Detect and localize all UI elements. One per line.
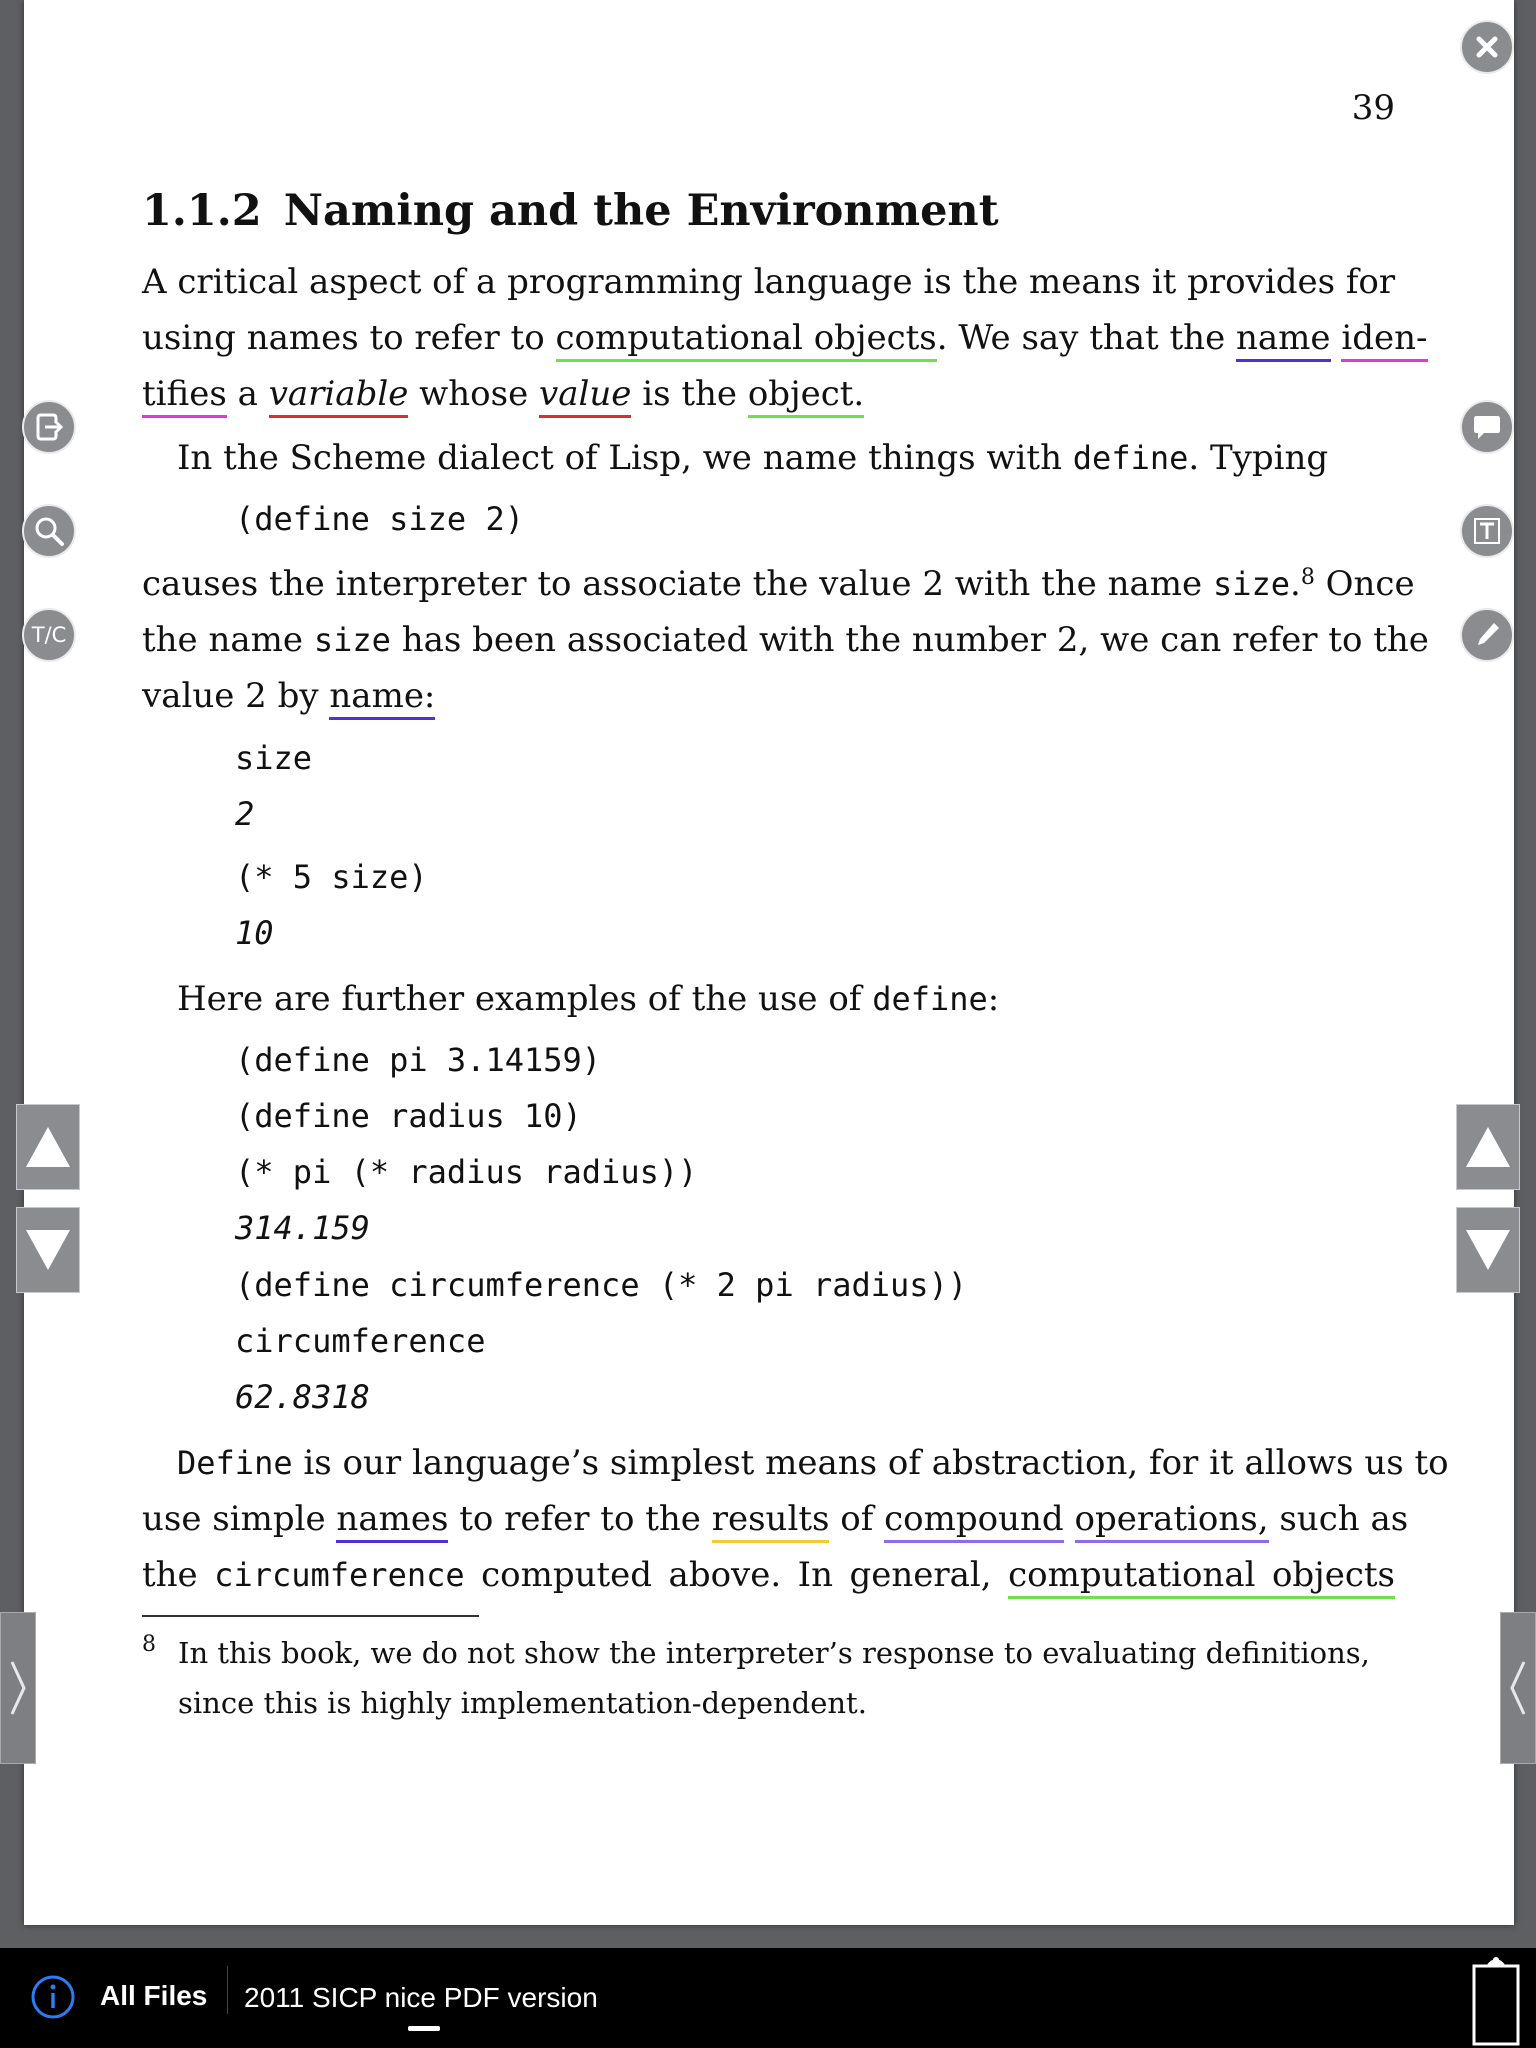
page-up-button-right[interactable] bbox=[1456, 1104, 1520, 1190]
paragraph-2 bbox=[142, 430, 1395, 486]
footnote bbox=[142, 1628, 1395, 1728]
code-line: (define radius 10) bbox=[235, 1097, 582, 1135]
highlight-name[interactable]: name bbox=[1236, 318, 1331, 362]
highlight-variable[interactable]: variable bbox=[269, 374, 409, 418]
text-line: value 2 by name: bbox=[142, 668, 1395, 724]
code-line: (define size 2) bbox=[235, 500, 524, 538]
code-line: (* 5 size) bbox=[235, 858, 428, 896]
search-icon bbox=[33, 515, 65, 547]
code-output: 10 bbox=[235, 914, 274, 952]
highlight-computational-objects[interactable]: computational objects bbox=[1008, 1555, 1395, 1599]
pen-annotation-button[interactable] bbox=[1460, 608, 1514, 662]
next-page-tab[interactable] bbox=[1500, 1612, 1536, 1764]
highlight-identifies[interactable]: tifies bbox=[142, 374, 227, 418]
clipboard-icon[interactable] bbox=[1470, 1954, 1522, 2046]
speech-bubble-icon bbox=[1472, 413, 1502, 441]
comment-button[interactable] bbox=[1460, 400, 1514, 454]
paragraph-4 bbox=[142, 971, 1395, 1027]
toolbar-divider bbox=[227, 1966, 228, 2014]
text-line: use simple names to refer to the results of compound operations, such as bbox=[142, 1491, 1395, 1547]
document-title: 2011 SICP nice PDF version bbox=[244, 1982, 598, 2013]
page-down-button-left[interactable] bbox=[16, 1207, 80, 1293]
toolbar-handle[interactable] bbox=[408, 2026, 440, 2031]
table-of-contents-button[interactable] bbox=[22, 608, 76, 662]
info-icon[interactable] bbox=[30, 1974, 76, 2020]
footnote-text: In this book, we do not show the interpreter’s response to evaluating definitions, bbox=[178, 1636, 1370, 1670]
text-line: Define is our language’s simplest means of abstraction, for it allows us to bbox=[177, 1443, 1449, 1483]
bottom-toolbar bbox=[0, 1948, 1536, 2048]
tc-label: T/C bbox=[31, 623, 67, 647]
all-files-button[interactable]: All Files bbox=[100, 1980, 208, 2011]
text-line: causes the interpreter to associate the value 2 with the name size.$^8$ Once bbox=[142, 564, 1415, 604]
code-output: 2 bbox=[235, 795, 255, 833]
footnote-divider bbox=[142, 1615, 479, 1617]
highlight-operations[interactable]: operations, bbox=[1075, 1499, 1269, 1543]
triangle-up-icon bbox=[24, 1123, 72, 1171]
paragraph-1 bbox=[142, 254, 1428, 422]
footnote-text: since this is highly implementation-dependent. bbox=[178, 1686, 867, 1720]
highlight-object[interactable]: object. bbox=[748, 374, 864, 418]
code-output: 62.8318 bbox=[235, 1378, 370, 1416]
code-line: (define circumference (* 2 pi radius)) bbox=[235, 1266, 968, 1304]
text-line: In the Scheme dialect of Lisp, we name things with define. Typing bbox=[177, 438, 1329, 478]
paragraph-5 bbox=[142, 1435, 1449, 1603]
page-up-button-left[interactable] bbox=[16, 1104, 80, 1190]
highlight-value[interactable]: value bbox=[539, 374, 631, 418]
section-title bbox=[142, 186, 999, 236]
close-button[interactable] bbox=[1460, 20, 1514, 74]
previous-page-tab[interactable] bbox=[0, 1612, 36, 1764]
export-icon bbox=[34, 412, 64, 442]
section-title-text: Naming and the Environment bbox=[283, 186, 999, 236]
highlight-results[interactable]: results bbox=[712, 1499, 830, 1543]
code-line: circumference bbox=[235, 1322, 486, 1360]
triangle-down-icon bbox=[24, 1226, 72, 1274]
export-button[interactable] bbox=[22, 400, 76, 454]
highlight-names[interactable]: names bbox=[336, 1499, 448, 1543]
text-line: the name size has been associated with the number 2, we can refer to the bbox=[142, 620, 1429, 660]
text-line: tifies a variable whose value is the object. bbox=[142, 366, 1395, 422]
code-line: (define pi 3.14159) bbox=[235, 1041, 602, 1079]
triangle-down-icon bbox=[1464, 1226, 1512, 1274]
footnote-number: 8 bbox=[142, 1632, 156, 1657]
text-line: Here are further examples of the use of define: bbox=[177, 979, 1000, 1019]
text-line: A critical aspect of a programming language is the means it provides for bbox=[142, 262, 1396, 302]
highlight-identifies[interactable]: iden- bbox=[1341, 318, 1427, 362]
chevron-left-icon bbox=[1508, 1658, 1528, 1718]
close-icon bbox=[1472, 32, 1502, 62]
highlight-compound[interactable]: compound bbox=[884, 1499, 1064, 1543]
text-tool-icon bbox=[1472, 516, 1502, 546]
pen-icon bbox=[1472, 620, 1502, 650]
text-line: using names to refer to computational objects. We say that the name iden- bbox=[142, 310, 1395, 366]
text-annotation-button[interactable] bbox=[1460, 504, 1514, 558]
highlight-computational-objects[interactable]: computational objects bbox=[556, 318, 937, 362]
paragraph-3 bbox=[142, 556, 1429, 724]
triangle-up-icon bbox=[1464, 1123, 1512, 1171]
pdf-page bbox=[24, 0, 1514, 1925]
footnote-ref[interactable]: 8 bbox=[1300, 565, 1315, 590]
section-number: 1.1.2 bbox=[142, 186, 262, 236]
search-button[interactable] bbox=[22, 504, 76, 558]
code-output: 314.159 bbox=[235, 1209, 370, 1247]
code-line: (* pi (* radius radius)) bbox=[235, 1153, 698, 1191]
page-down-button-right[interactable] bbox=[1456, 1207, 1520, 1293]
text-line: the circumference computed above. In general, computational objects bbox=[142, 1547, 1395, 1603]
chevron-right-icon bbox=[8, 1658, 28, 1718]
page-number: 39 bbox=[1351, 88, 1395, 128]
highlight-name[interactable]: name: bbox=[329, 676, 435, 720]
code-line: size bbox=[235, 739, 313, 777]
